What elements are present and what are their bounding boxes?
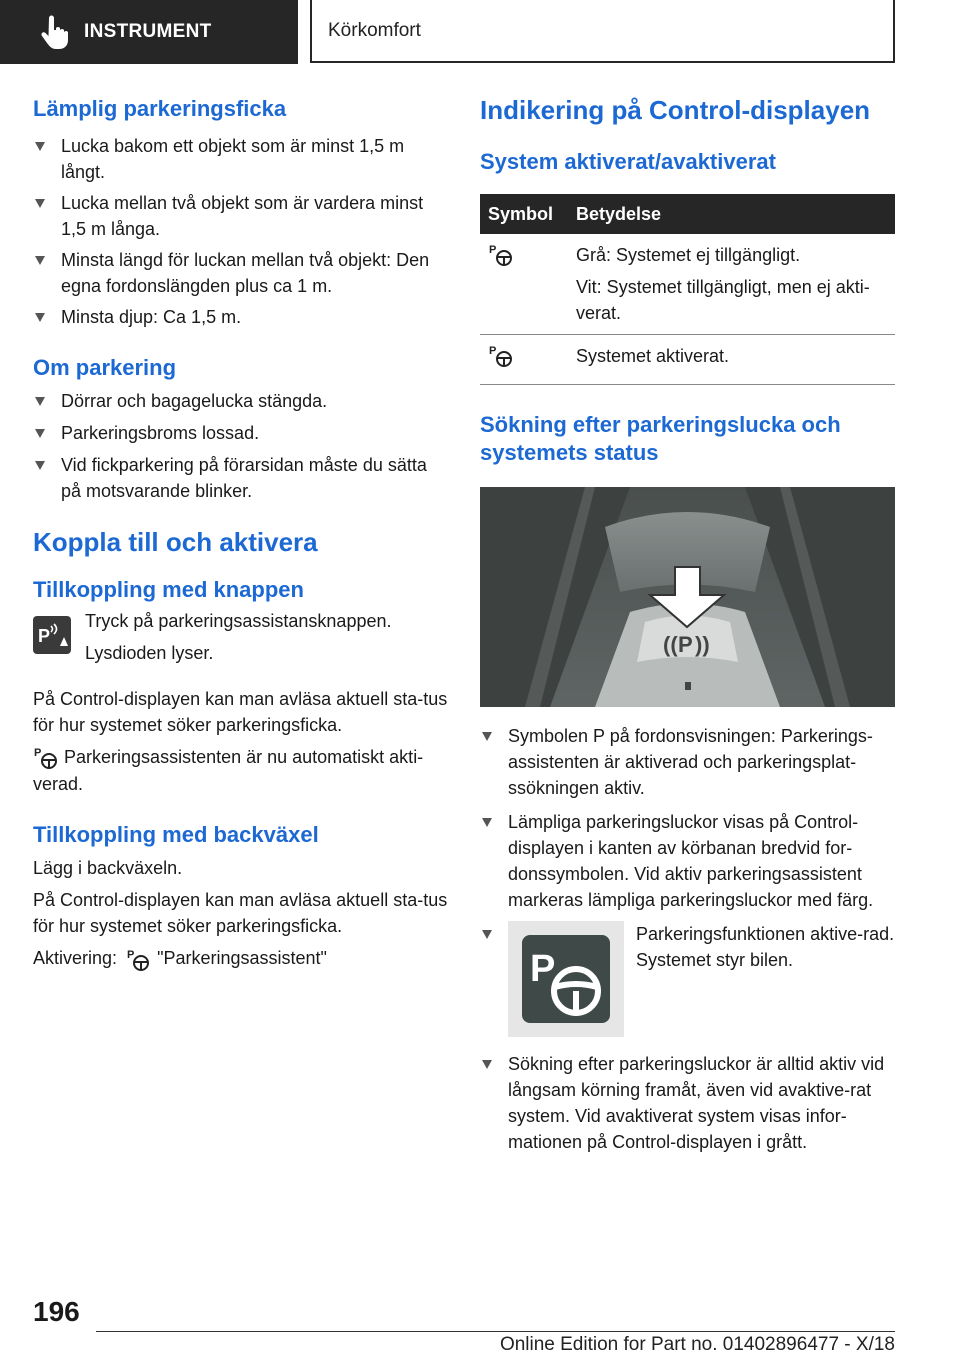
list-item (480, 921, 895, 1037)
footer-edition: Online Edition for Part no. 01402896477 - X/18 (499, 1334, 895, 1355)
led-text: Lysdioden lyser. (85, 643, 214, 663)
svg-text:)): )) (695, 632, 710, 657)
heading-enable-activate: Koppla till och aktivera (33, 527, 318, 557)
svg-text:P: P (678, 632, 693, 657)
heading-enable-with-button: Tillkoppling med knappen (33, 577, 304, 602)
paragraph: Lägg i backväxeln. (33, 858, 183, 879)
search-status-list (480, 723, 895, 1155)
list-item: Lucka bakom ett objekt som är minst 1,5 m långt. (33, 133, 448, 185)
svg-text:P: P (127, 948, 135, 961)
svg-text:((: (( (663, 632, 678, 657)
paragraph: På Control-displayen kan man avläsa aktuell sta-tus för hur systemet söker parkeringsficka. (33, 890, 448, 937)
list-item: Lucka mellan två objekt som är vardera minst 1,5 m långa. (33, 190, 448, 242)
parking-steering-icon (488, 242, 514, 268)
header-chapter (310, 0, 895, 63)
list-item: Minsta längd för luckan mellan två objekt: Den egna fordonslängden plus ca 1 m. (33, 247, 448, 299)
heading-about-parking: Om parkering (33, 355, 177, 380)
left-column (33, 95, 448, 973)
meaning-gray: Grå: Systemet ej tillgängligt. (576, 245, 801, 265)
table-cell-meaning (568, 234, 895, 335)
header-section-label: INSTRUMENT (84, 21, 212, 42)
activation-value: "Parkeringsassistent" (157, 948, 327, 969)
table-header-meaning: Betydelse (568, 194, 895, 234)
suitable-space-list (33, 133, 448, 330)
activation-label: Aktivering: (33, 948, 118, 969)
table-cell-symbol (480, 234, 568, 335)
list-item: Dörrar och bagagelucka stängda. (33, 388, 448, 414)
heading-search-status: Sökning efter parkeringslucka och systemets status (480, 412, 841, 465)
table-cell-symbol (480, 335, 568, 385)
heading-enable-reverse: Tillkoppling med backväxel (33, 822, 319, 848)
control-display-image (480, 487, 895, 707)
parking-assist-button-icon (33, 616, 71, 654)
header-section-tab (0, 0, 298, 64)
button-instruction-text: Tryck på parkeringsassistansknappen. (85, 611, 392, 631)
list-item: Parkeringsbroms lossad. (33, 420, 448, 446)
table-cell-meaning: Systemet aktiverat. (568, 335, 895, 385)
footer-divider (96, 1331, 895, 1332)
table-row (480, 234, 895, 335)
heading-control-display: Indikering på Control-displayen (480, 95, 871, 125)
list-item-text: Parkeringsfunktionen aktive-rad. Systemet styr bilen. (636, 924, 895, 970)
svg-text:P: P (38, 626, 51, 646)
parking-steering-icon (122, 947, 152, 973)
svg-text:P: P (489, 345, 497, 357)
paragraph-auto-activated (33, 744, 448, 797)
hand-pointer-icon (34, 12, 74, 52)
svg-text:P: P (530, 948, 556, 990)
table-header-symbol: Symbol (480, 194, 568, 234)
list-item: Sökning efter parkeringsluckor är alltid aktiv vid långsam körning framåt, även vid avaktive-rat system. Vid avaktiverat system visas infor-mationen på Control-displayen i grått. (480, 1051, 895, 1155)
svg-text:P: P (34, 747, 42, 760)
heading-system-status: System aktiverat/avaktiverat (480, 149, 776, 174)
paragraph-text: Parkeringsassistenten är nu automatiskt akti-verad. (33, 747, 424, 795)
list-item: Symbolen P på fordonsvisningen: Parkerings-assistenten är aktiverad och parkeringsplat-ssökningen aktiv. (480, 723, 895, 801)
paragraph: På Control-displayen kan man avläsa aktuell sta-tus för hur systemet söker parkeringsficka. (33, 689, 448, 735)
parking-function-active-icon (508, 921, 624, 1037)
list-item: Vid fickparkering på förarsidan måste du sätta på motsvarande blinker. (33, 452, 448, 504)
list-item: Minsta djup: Ca 1,5 m. (33, 304, 448, 330)
page-number: 196 (33, 1296, 80, 1327)
symbol-table (480, 194, 895, 385)
heading-suitable-space: Lämplig parkeringsficka (33, 96, 287, 121)
parking-steering-icon (488, 343, 514, 369)
table-header-row (480, 194, 895, 234)
header-chapter-label: Körkomfort (328, 19, 421, 41)
list-item: Lämpliga parkeringsluckor visas på Control-displayen i kanten av körbanan bredvid for-donssymbolen. Vid aktiv parkeringsassistent markeras lämpliga parkeringsluckor med färg. (480, 809, 895, 913)
svg-text:P: P (489, 244, 497, 256)
right-column (480, 95, 895, 1155)
button-instruction (33, 608, 448, 666)
paragraph-activation (33, 945, 448, 972)
parking-steering-icon (33, 745, 59, 771)
meaning-white: Vit: Systemet tillgängligt, men ej akti-verat. (576, 277, 870, 323)
about-parking-list (33, 388, 448, 504)
table-row (480, 335, 895, 385)
